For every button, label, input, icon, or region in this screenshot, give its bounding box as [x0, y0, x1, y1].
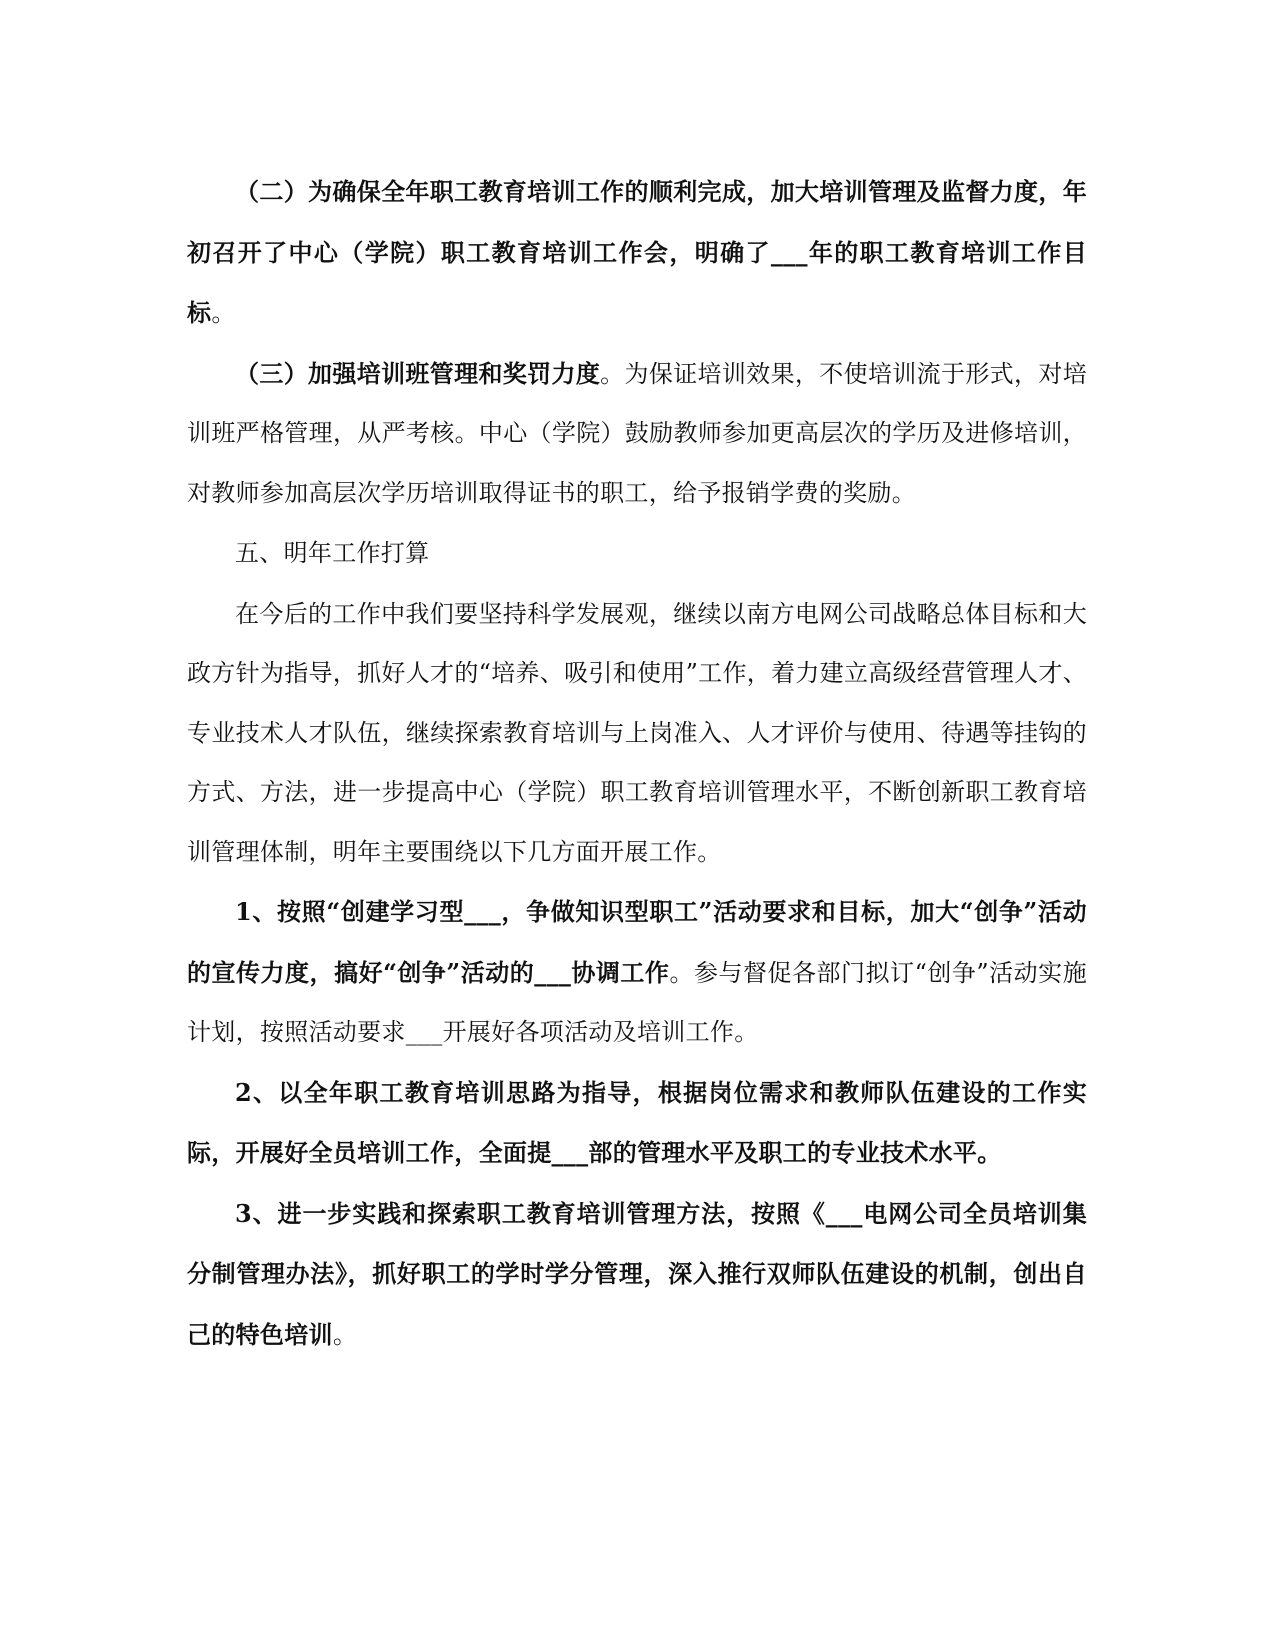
list-item-1: [187, 882, 1087, 1063]
document-body: [187, 162, 1087, 1365]
paragraph-bold-text: 2、以全年职工教育培训思路为指导，根据岗位需求和教师队伍建设的工作实际，开展好全员培训工作，全面提___部的管理水平及职工的专业技术水平。: [187, 1077, 1087, 1167]
paragraph-normal-text: 。参与督促各部门拟订“创争”活动实施计划，按照活动要求___开展好各项活动及培训工作。: [187, 958, 1087, 1046]
paragraph-class-management: [187, 344, 1087, 524]
paragraph-bold-text: （三）加强培训班管理和奖罚力度: [235, 358, 601, 388]
paragraph-bold-text: 1、按照“创建学习型___，争做知识型职工”活动要求和目标，加大“创争”活动的宣传力度，搞好“创争”活动的___协调工作: [187, 897, 1087, 987]
paragraph-normal-text: 。: [332, 1320, 358, 1349]
paragraph-bold-text: （二）为确保全年职工教育培训工作的顺利完成，加大培训管理及监督力度，年初召开了中心（学院）职工教育培训工作会，明确了___年的职工教育培训工作目标: [187, 177, 1087, 327]
paragraph-training-supervision: [187, 162, 1087, 344]
section-heading-text: 五、明年工作打算: [235, 539, 430, 567]
paragraph-normal-text: 在今后的工作中我们要坚持科学发展观，继续以南方电网公司战略总体目标和大政方针为指导，抓好人才的“培养、吸引和使用”工作，着力建立高级经营管理人才、专业技术人才队伍，继续探索教育培训与上岗准入、人才评价与使用、待遇等挂钩的方式、方法，进一步提高中心（学院）职工教育培训管理水平，不断创新职工教育培训管理体制，明年主要围绕以下几方面开展工作。: [187, 599, 1087, 866]
paragraph-bold-text: 3、进一步实践和探索职工教育培训管理方法，按照《___电网公司全员培训集分制管理办法》，抓好职工的学时学分管理，深入推行双师队伍建设的机制，创出自己的特色培训: [187, 1198, 1087, 1349]
paragraph-normal-text: 。: [211, 299, 236, 327]
paragraph-normal-text: 。为保证培训效果，不使培训流于形式，对培训班严格管理，从严考核。中心（学院）鼓励教师参加更高层次的学历及进修培训，对教师参加高层次学历培训取得证书的职工，给予报销学费的奖励。: [187, 359, 1088, 507]
list-item-3: [187, 1184, 1087, 1366]
list-item-2: [187, 1063, 1087, 1184]
paragraph-future-work: [187, 584, 1087, 883]
section-heading-next-year-plan: [187, 523, 1087, 584]
